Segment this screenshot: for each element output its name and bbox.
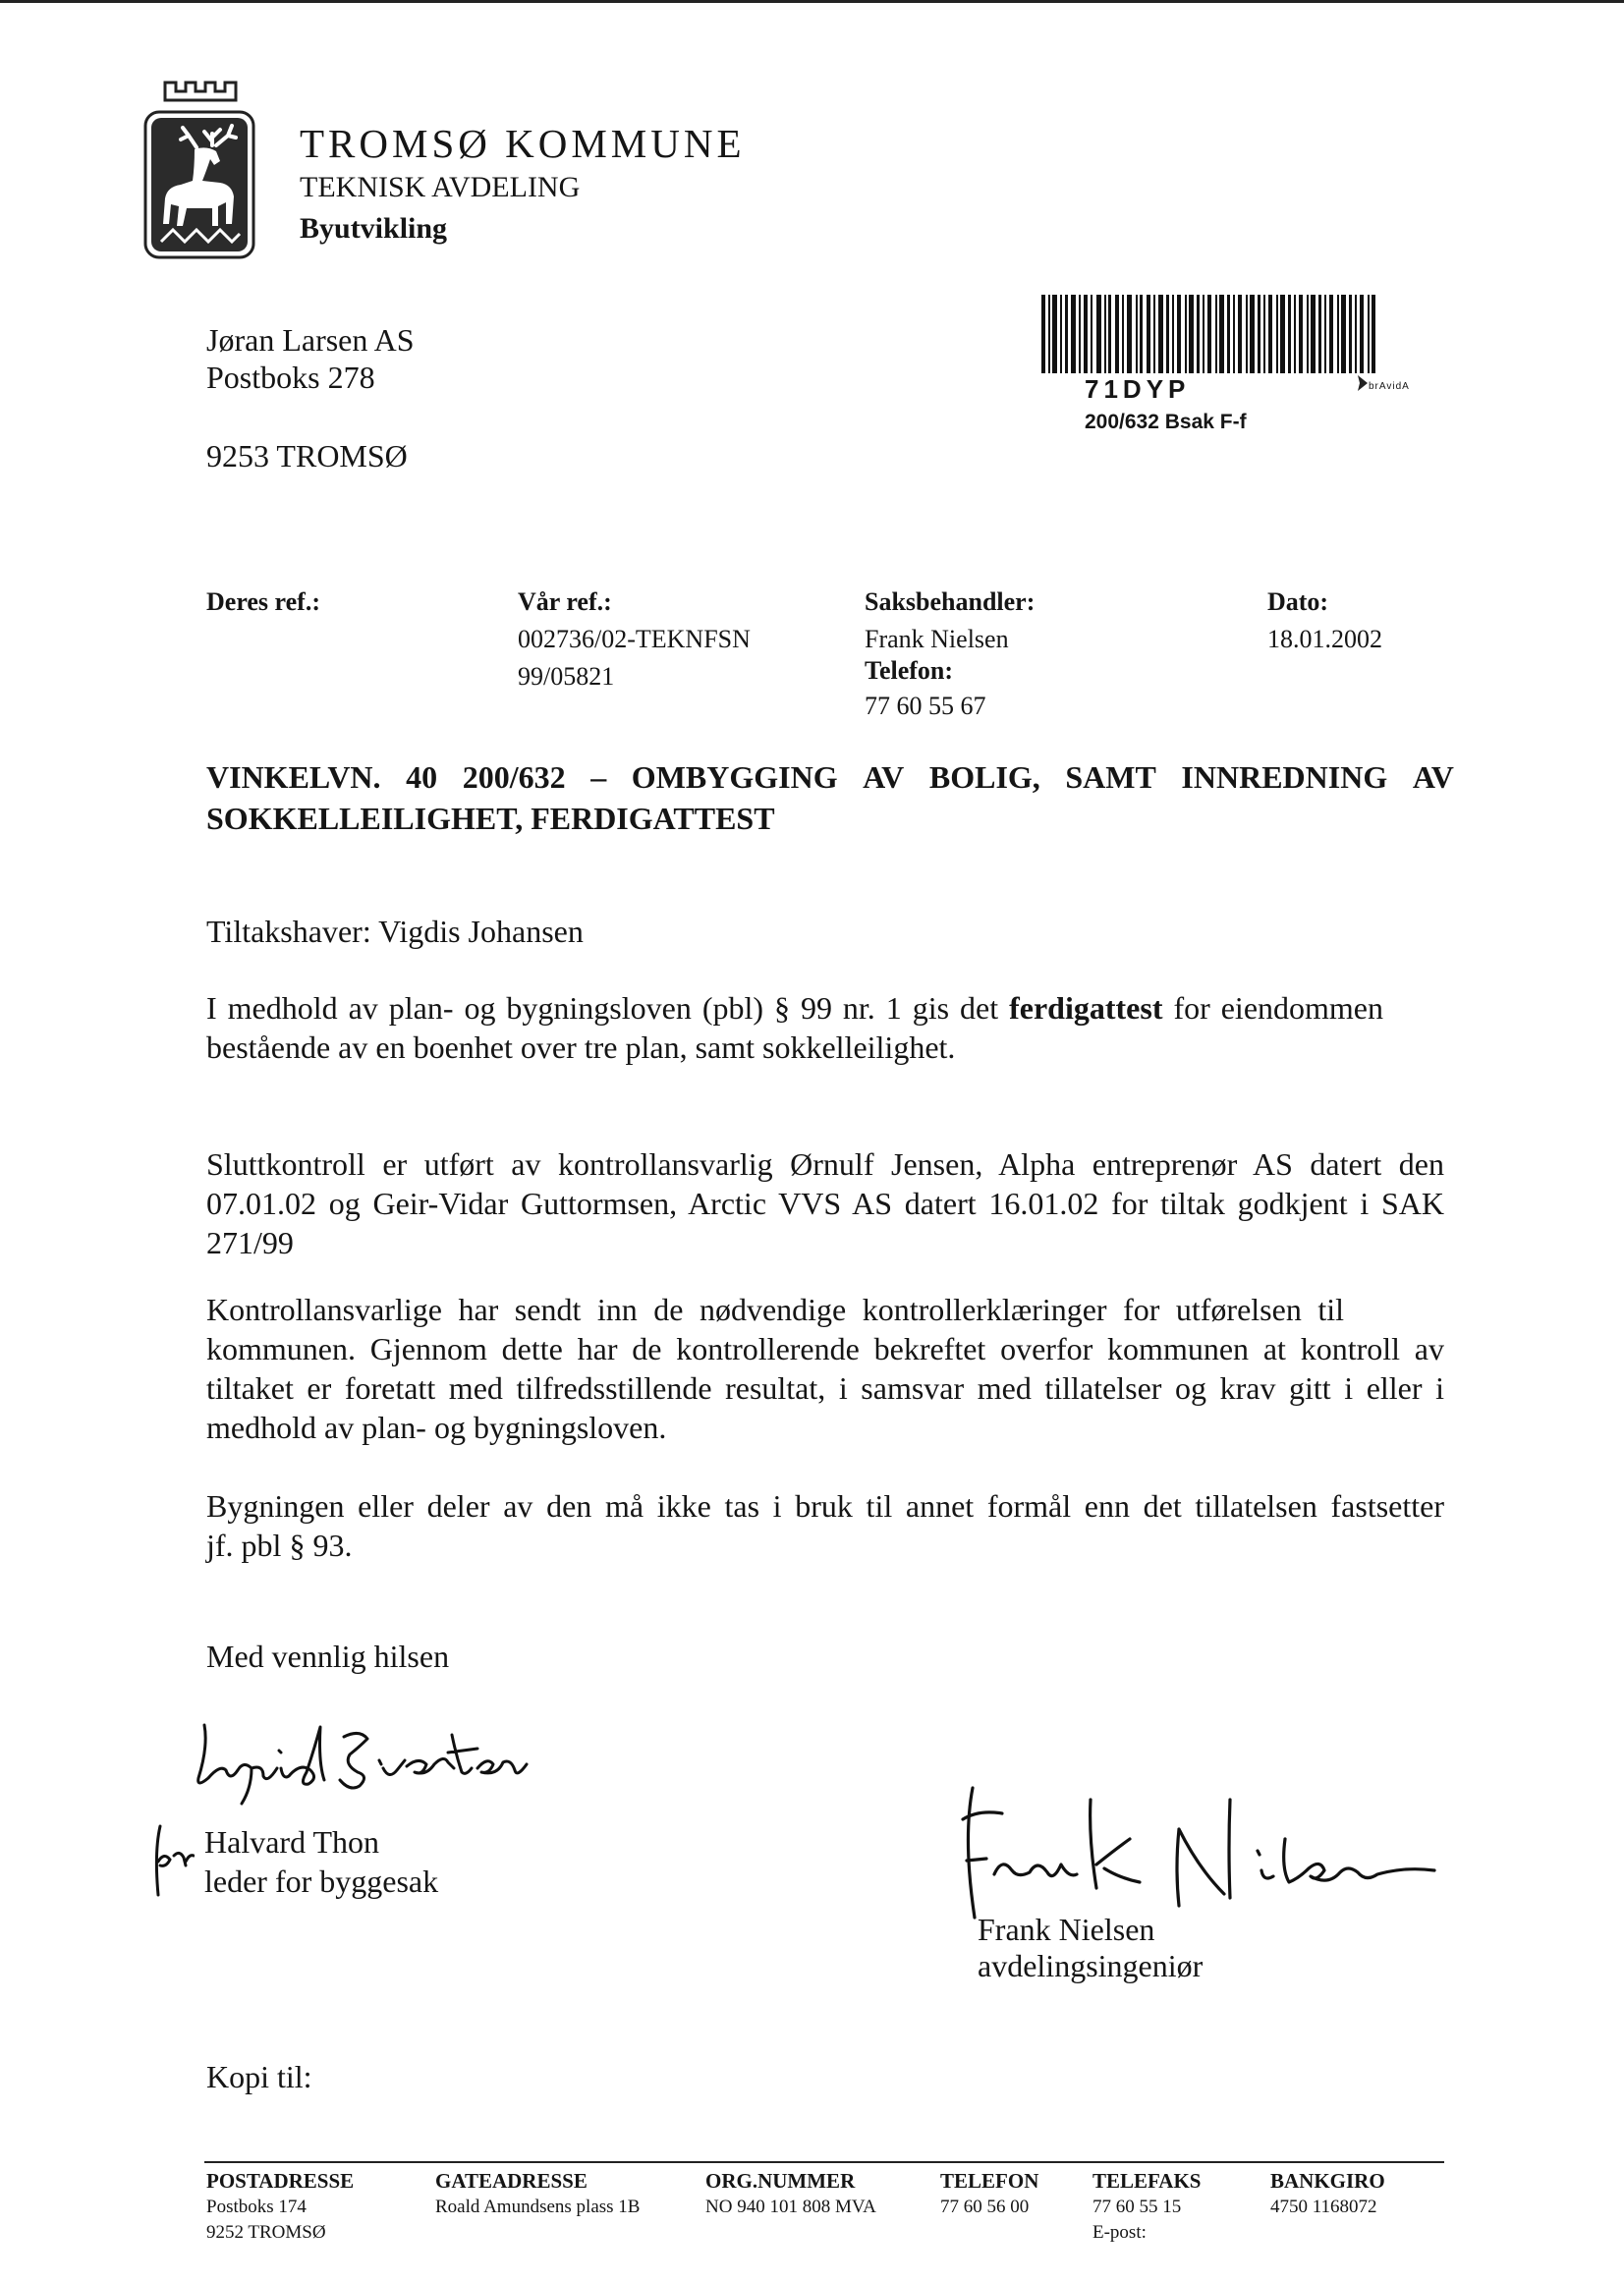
closing-greeting: Med vennlig hilsen (206, 1639, 450, 1674)
footer-postadresse-1: Postboks 174 (206, 2197, 307, 2217)
bravida-brand: brAvidA (1369, 381, 1410, 392)
footer-bankgiro: 4750 1168072 (1270, 2197, 1377, 2217)
ferdigattest-emphasis: ferdigattest (1009, 990, 1163, 1026)
footer-postadresse-2: 9252 TROMSØ (206, 2222, 326, 2243)
tiltakshaver-line: Tiltakshaver: Vigdis Johansen (206, 914, 584, 949)
footer-bankgiro-label: BANKGIRO (1270, 2169, 1385, 2193)
footer-gateadresse: Roald Amundsens plass 1B (435, 2197, 641, 2217)
footer-gateadresse-label: GATEADRESSE (435, 2169, 588, 2193)
paragraph-4: Bygningen eller deler av den må ikke tas i bruk til annet formål enn det tillatelsen fastsetter jf. pbl § 93. (206, 1488, 1444, 1563)
var-ref-value-2: 99/05821 (518, 662, 615, 691)
handwritten-for-mark (150, 1822, 195, 1901)
footer-postadresse-label: POSTADRESSE (206, 2169, 355, 2193)
footer-epost-label: E-post: (1092, 2222, 1147, 2243)
recipient-name: Jøran Larsen AS (206, 322, 415, 358)
signer-2-name: Frank Nielsen (978, 1912, 1155, 1947)
paragraph-3: Kontrollansvarlige har sendt inn de nødvendige kontrollerklæringer for utførelsen til kommunen. Gjennom dette har de kontrollerende bekreftet overfor kommunen at kontroll av tiltaket er foretatt med tilfredsstillende resultat, i samsvar med tillatelser og krav gitt i eller i medhold av plan- og bygningsloven. (206, 1292, 1444, 1445)
paragraph-1-line-1: I medhold av plan- og bygningsloven (pbl) § 99 nr. 1 gis det ferdigattest for eiendommen (206, 990, 1384, 1026)
recipient-city: 9253 TROMSØ (206, 438, 408, 473)
department-name: TEKNISK AVDELING (300, 171, 581, 203)
handler-label: Saksbehandler: (865, 587, 1036, 616)
var-ref-label: Vår ref.: (518, 587, 612, 616)
signer-2-title: avdelingsingeniør (978, 1948, 1204, 1983)
paragraph-1-line-2: bestående av en boenhet over tre plan, samt sokkelleilighet. (206, 1030, 956, 1065)
footer-telefaks-label: TELEFAKS (1092, 2169, 1202, 2193)
letter-title (206, 756, 1454, 839)
signer-1-name: Halvard Thon (204, 1824, 380, 1860)
date-label: Dato: (1267, 587, 1329, 616)
handler-name: Frank Nielsen (865, 625, 1009, 653)
footer-orgnummer: NO 940 101 808 MVA (705, 2197, 876, 2217)
barcode-case-number: 200/632 Bsak F-f (1085, 411, 1247, 433)
recipient-street: Postboks 278 (206, 360, 375, 395)
paragraph-2: Sluttkontroll er utført av kontrollansvarlig Ørnulf Jensen, Alpha entreprenør AS datert den 07.01.02 og Geir-Vidar Guttormsen, Arctic VVS AS datert 16.01.02 for tiltak godkjent i SAK 271/99 (206, 1146, 1444, 1260)
top-edge-rule (0, 0, 1624, 3)
title-line-1: VINKELVN. 40 200/632 – OMBYGGING AV BOLIG, SAMT INNREDNING AV (206, 759, 1454, 795)
footer-orgnummer-label: ORG.NUMMER (705, 2169, 856, 2193)
unit-name: Byutvikling (300, 212, 448, 245)
phone-value: 77 60 55 67 (865, 692, 986, 720)
footer-telefaks: 77 60 55 15 (1092, 2197, 1182, 2217)
signer-1-title: leder for byggesak (204, 1864, 439, 1899)
date-value: 18.01.2002 (1267, 625, 1382, 653)
phone-label: Telefon: (865, 656, 954, 685)
var-ref-value-1: 002736/02-TEKNFSN (518, 625, 751, 653)
organization-name: TROMSØ KOMMUNE (300, 121, 746, 166)
footer-rule (204, 2161, 1444, 2163)
handwritten-signature-frank-nielsen (943, 1780, 1444, 1927)
bravida-logo-icon (1348, 371, 1370, 393)
copy-to-label: Kopi til: (206, 2059, 312, 2094)
paragraph-1 (206, 988, 1444, 1067)
barcode (1041, 295, 1375, 373)
handwritten-signature-ingrid-sivertsen (187, 1707, 540, 1815)
deres-ref-label: Deres ref.: (206, 587, 320, 616)
footer-telefon-label: TELEFON (940, 2169, 1039, 2193)
reindeer-coat-of-arms-icon (138, 77, 261, 269)
footer-telefon: 77 60 56 00 (940, 2197, 1030, 2217)
barcode-code: 71DYP (1085, 374, 1191, 404)
title-line-2: SOKKELLEILIGHET, FERDIGATTEST (206, 801, 775, 836)
